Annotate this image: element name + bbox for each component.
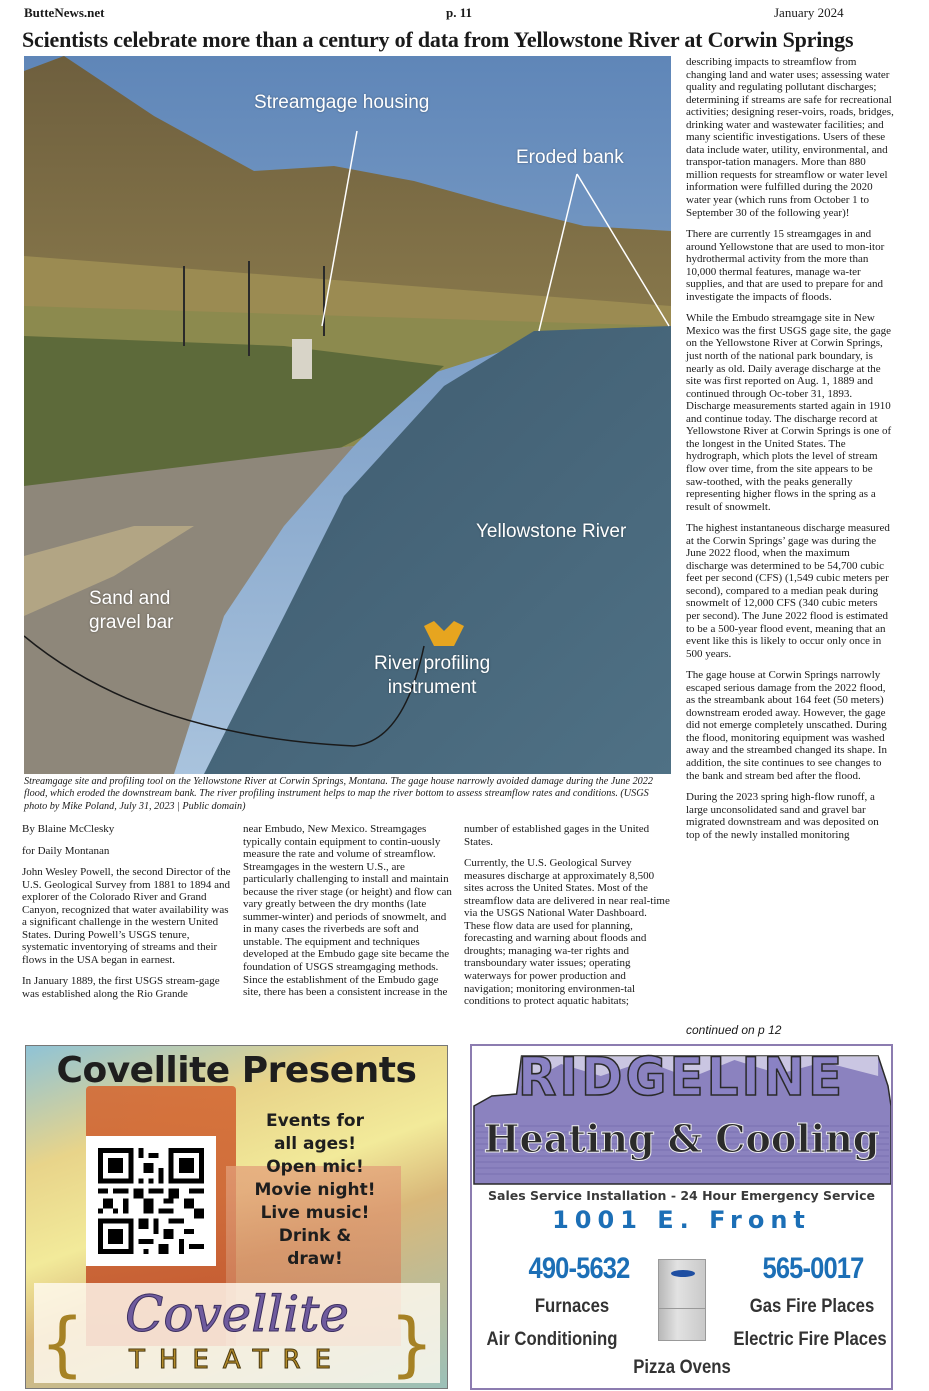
article-paragraph: near Embudo, New Mexico. Streamgages typically contain equipment to contin-uously measure the rate and volume of streamflow. Streamgages in the western U.S., are particularly challenging to install and maintain because the river stage (or height) and flow can vary greatly between the dry months (late summer-winter) and periods of snowmelt, and in many cases the riverbeds are soft and unstable. The equipment and techniques developed at the Embudo gage site became the foundation of USGS streamgaging methods. Since the establishment of the Embudo gage site, there has been a consistent increase in the <box>243 823 452 999</box>
article-source: for Daily Montanan <box>22 844 110 857</box>
covellite-logo-script: Covellite <box>125 1285 349 1343</box>
photo-label-streamgage: Streamgage housing <box>254 92 430 113</box>
event-item: all ages! <box>273 1134 357 1154</box>
article-column-right <box>686 56 894 850</box>
article-photo <box>24 56 671 774</box>
ridgeline-services: Sales Service Installation - 24 Hour Emergency Service <box>488 1188 875 1203</box>
photo-label-instrument <box>374 652 490 700</box>
article-paragraph: Currently, the U.S. Geological Survey measures discharge at approximately 8,500 sites across the United States. Most of the streamflow data are delivered in near real-time via the USGS National Water Dashboard. These flow data are used for planning, forecasting and warning about floods and droughts; managing wa-ter rights and transboundary water issues; operating waterways for power production and navigation; monitoring environmen-tal conditions to protect aquatic habitats; <box>464 857 670 1008</box>
article-paragraph: During the 2023 spring high-flow runoff, a large unconsolidated sand and gravel bar migrated downstream and was deposited on top of the newly installed monitoring <box>686 791 879 841</box>
event-item: Movie night! <box>254 1180 376 1200</box>
right-brace-icon: } <box>389 1303 434 1385</box>
article-paragraph: While the Embudo streamgage site in New Mexico was the first USGS gage site, the gage on the Yellowstone River at Corwin Springs, just north of the national park boundary, is nearly as old. Daily average discharge at the site was first reported on Aug. 1, 1889 and continued through Oc-tober 31, 1893. Discharge measurements started again in 1910 and continue today. The discharge record at Yellowstone River at Corwin Springs is one of the longest in the United States. The hydrograph, which plots the level of stream flow over time, from the site appears to be saw-toothed, with the peaks generally representing higher flows in the spring as a result of snowmelt. <box>686 312 892 513</box>
article-column-3 <box>464 823 674 1017</box>
article-column-1 <box>22 823 232 1010</box>
article-headline: Scientists celebrate more than a century of data from Yellowstone River at Corwin Springs <box>22 27 854 52</box>
photo-label-sand-bar <box>89 587 174 635</box>
covellite-events-list <box>241 1110 389 1271</box>
article-paragraph: In January 1889, the first USGS stream-gage was established along the Rio Grande <box>22 975 220 1001</box>
event-item: Drink & <box>278 1226 352 1246</box>
covellite-theatre-ad[interactable] <box>25 1045 448 1389</box>
event-item: draw! <box>287 1249 343 1269</box>
furnace-panel-divider <box>659 1308 705 1309</box>
article-paragraph: There are currently 15 streamgages in and around Yellowstone that are used to mon-itor hydrothermal activity from the more than 10,000 thermal features, manage wa-ter supplies, and that are used to prepare for and investigate the impacts of floods. <box>686 228 885 303</box>
ridgeline-subtitle: Heating & Cooling <box>483 1116 880 1161</box>
article-paragraph: describing impacts to streamflow from changing land and water uses; assessing water quality and regulating pollutant discharges; determining if streams are safe for recreational activities; designing reser-voirs, roads, bridges, drinking water and wastewater facilities; and many scientific investigations. Users of these data include water, utility, environmental, and transpor-tation managers. More than 880 million requests for streamflow or water level information were fulfilled during the 2020 water year (which runs from October 1 to September 30 of the following year)! <box>686 56 894 219</box>
article-paragraph: The highest instantaneous discharge measured at the Corwin Springs’ gage was during the June 2022 flood, when the maximum discharge was determined to be 54,700 cubic feet per second (CFS) (1,549 cubic meters per second), compared to a median peak during snowmelt of 12,000 CFS (340 cubic meters per second). The June 2022 flood is estimated to be a 500-year flood event, meaning that an event like this is likely to occur only once in 500 years. <box>686 522 890 660</box>
photo-label-sand-bar-line1: Sand and <box>89 588 171 609</box>
ridgeline-address: 1001 E. Front <box>552 1206 811 1234</box>
covellite-ad-title: Covellite Presents <box>56 1050 417 1091</box>
article-paragraph: number of established gages in the United States. <box>464 823 650 848</box>
ridgeline-service-item: Air Conditioning <box>486 1329 618 1350</box>
furnace-icon <box>658 1259 706 1341</box>
photo-caption: Streamgage site and profiling tool on the Yellowstone River at Corwin Springs, Montana. The gage house narrowly avoided damage during the June 2022 flood, which eroded the downstream bank. The river profiling instrument helps to map the river bottom to assess streamflow rates and conditions. (USGS photo by Mike Poland, July 31, 2023 | Public domain) <box>24 776 653 812</box>
article-byline: By Blaine McClesky <box>22 823 115 835</box>
event-item: Events for <box>266 1111 364 1131</box>
ridgeline-service-item: Electric Fire Places <box>733 1329 887 1350</box>
photo-label-instrument-line2: instrument <box>387 677 477 698</box>
covellite-logo-theatre: THEATRE <box>128 1345 345 1375</box>
photo-label-instrument-line1: River profiling <box>374 653 491 674</box>
photo-label-eroded-bank: Eroded bank <box>516 147 624 168</box>
site-name: ButteNews.net <box>24 5 105 20</box>
photo-label-river: Yellowstone River <box>476 521 627 542</box>
article-paragraph: John Wesley Powell, the second Director of the U.S. Geological Survey from 1881 to 1894 and explorer of the Colorado River and Grand Canyon, recognized that water availability was a significant challenge in the western United States. During Powell’s USGS tenure, systematic inventorying of streams and their flows in the USA began in earnest. <box>22 866 231 966</box>
qr-code-icon[interactable] <box>86 1136 216 1266</box>
ridgeline-phone-left[interactable]: 490-5632 <box>528 1252 630 1285</box>
page-number: p. 11 <box>446 5 473 20</box>
ridgeline-brand-name: RIDGELINE <box>517 1046 846 1108</box>
qr-code-graphic <box>98 1148 204 1254</box>
event-item: Open mic! <box>266 1157 364 1177</box>
furnace-logo-icon <box>671 1270 695 1277</box>
article-column-2 <box>243 823 453 1008</box>
ridgeline-phone-right[interactable]: 565-0017 <box>762 1252 864 1285</box>
event-item: Live music! <box>260 1203 370 1223</box>
covellite-logo-banner <box>34 1283 440 1383</box>
ridgeline-heating-ad[interactable] <box>470 1044 893 1390</box>
ridgeline-service-item: Gas Fire Places <box>749 1296 875 1317</box>
article-paragraph: The gage house at Corwin Springs narrowly escaped serious damage from the 2022 flood, as the streambank about 164 feet (50 meters) downstream eroded away. However, the gage did not emerge completely unscathed. During the flood, monitoring equipment was washed away and the streambed changed its shape. In addition, the site continues to see changes to the bank and stream bed after the flood. <box>686 669 887 782</box>
ridgeline-service-item: Furnaces <box>534 1296 610 1317</box>
photo-label-sand-bar-line2: gravel bar <box>89 612 174 633</box>
continued-link[interactable]: continued on p 12 <box>686 1023 782 1037</box>
left-brace-icon: { <box>40 1303 85 1385</box>
issue-date: January 2024 <box>774 5 844 20</box>
ridgeline-service-item: Pizza Ovens <box>633 1357 731 1378</box>
